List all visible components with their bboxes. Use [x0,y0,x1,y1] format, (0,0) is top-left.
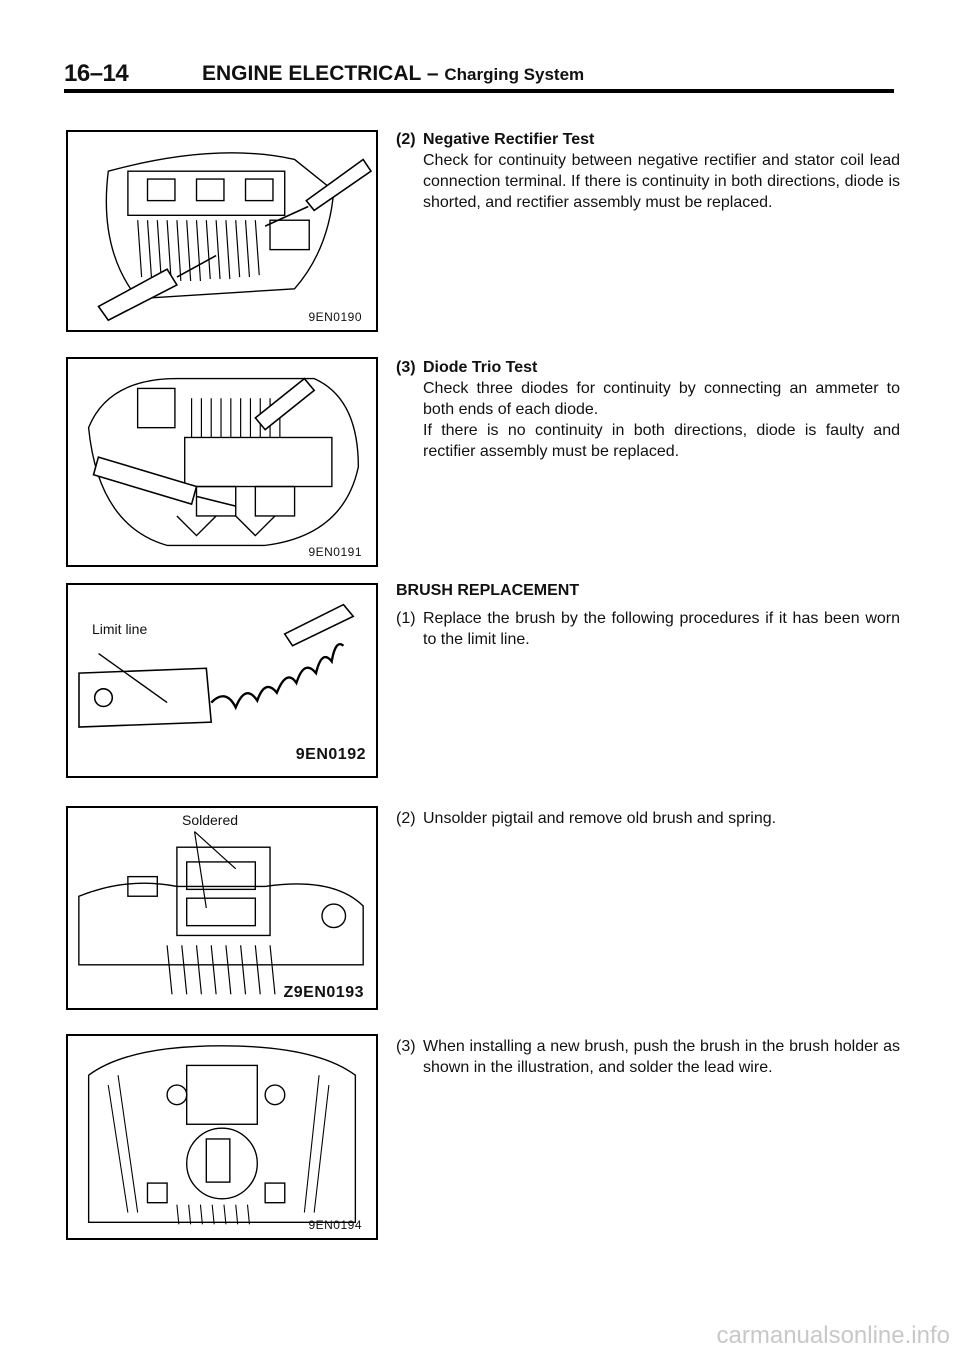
figure-soldered [66,806,378,1010]
step-title: Diode Trio Test [423,359,538,376]
figure-code: 9EN0191 [308,545,362,559]
limit-line-label: Limit line [92,621,148,637]
step-body: Check for continuity between negative rectifier and stator coil lead connection terminal. If there is continuity in both directions, diode is shorted, and rectifier assembly must be replaced. [423,152,900,211]
brush-replacement-section [396,580,900,650]
figure-code: 9EN0190 [308,310,362,324]
soldered-label: Soldered [182,812,239,828]
step-number: (3) [396,359,416,376]
watermark: carmanualsonline.info [716,1322,950,1349]
diode-trio-probe-illustration [68,359,376,565]
section-name: ENGINE ELECTRICAL [202,62,421,85]
step-body: Check three diodes for continuity by connecting an ammeter to both ends of each diode. [423,380,900,418]
soldered-brush-holder-illustration [68,808,376,1008]
figure-code: 9EN0194 [308,1218,362,1232]
figure-code: Z9EN0193 [283,984,364,1001]
brush-step-2-line [396,808,900,829]
page-number: 16–14 [64,60,129,87]
brush-step-2 [396,808,900,829]
step-number: (2) [396,810,416,827]
section-title: BRUSH REPLACEMENT [396,582,580,599]
title-separator: – [426,62,439,85]
subsection-name: Charging System [444,65,585,84]
step-diode-trio [396,357,900,462]
page-title [202,62,584,86]
figure-negative-rectifier [66,130,378,332]
brush-step-1 [396,608,900,650]
step-heading [396,357,900,378]
figure-code: 9EN0192 [295,746,366,763]
step-text: When installing a new brush, push the brush in the brush holder as shown in the illustration, and solder the lead wire. [423,1038,900,1076]
step-text: Replace the brush by the following procedures if it has been worn to the limit line. [423,610,900,648]
header-rule [64,89,894,93]
brush-step-3-line [396,1036,900,1078]
step-number: (3) [396,1038,416,1055]
rectifier-probe-illustration [68,132,376,330]
step-number: (2) [396,131,416,148]
step-body: If there is no continuity in both directions, diode is faulty and rectifier assembly must be replaced. [423,422,900,460]
figure-diode-trio [66,357,378,567]
figure-brush-installed [66,1034,378,1240]
step-heading [396,129,900,150]
figure-brush-limit [66,583,378,778]
step-text: Unsolder pigtail and remove old brush and spring. [423,810,777,827]
step-negative-rectifier [396,129,900,213]
step-number: (1) [396,610,416,627]
step-title: Negative Rectifier Test [423,131,595,148]
brush-step-3 [396,1036,900,1078]
brush-installed-illustration [68,1036,376,1238]
